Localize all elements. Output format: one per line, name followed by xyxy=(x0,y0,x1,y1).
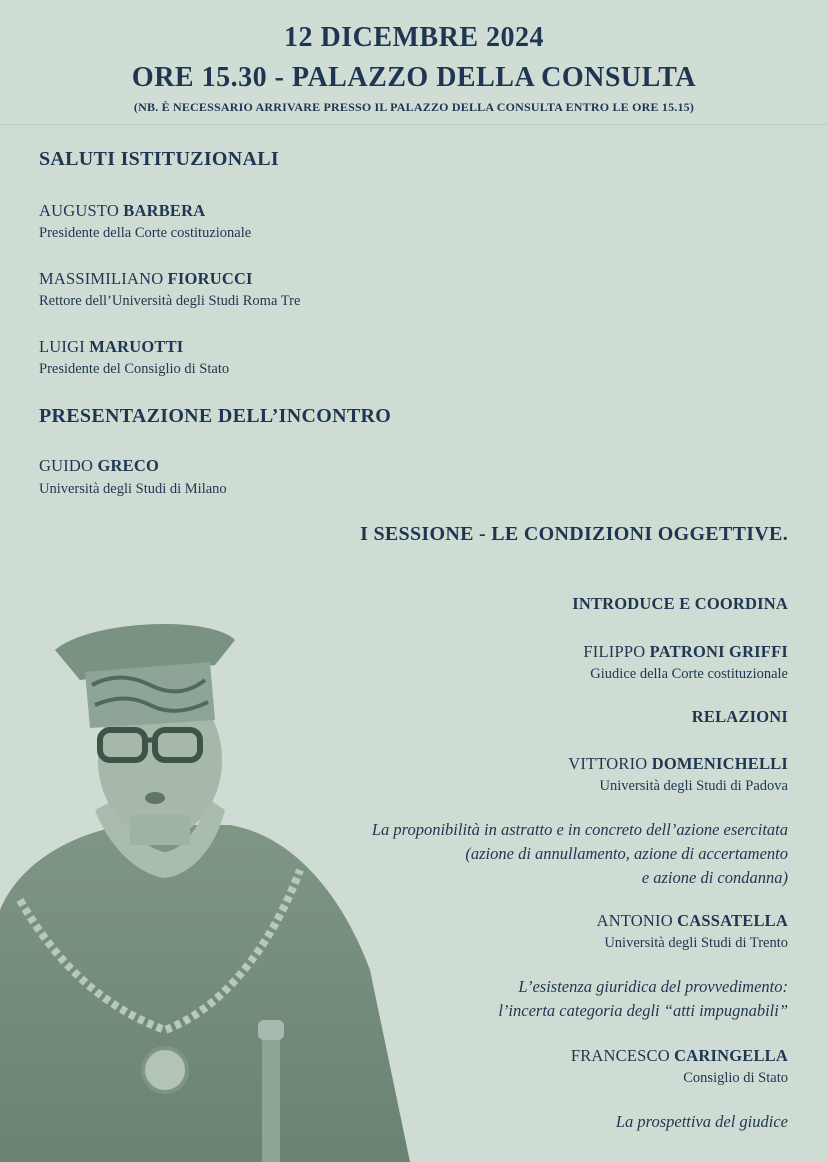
speaker-last-name: MARUOTTI xyxy=(89,337,184,356)
talk-title-line: l’incerta categoria degli “atti impugnabili” xyxy=(498,1001,788,1020)
talk-title-line: La proponibilità in astratto e in concreto dell’azione esercitata xyxy=(371,820,788,839)
speaker-first-name: MASSIMILIANO xyxy=(39,269,164,288)
speaker-last-name: DOMENICHELLI xyxy=(651,754,788,773)
talk-title-line: e azione di condanna) xyxy=(641,868,788,887)
speaker-first-name: VITTORIO xyxy=(568,754,648,773)
introduce-label: INTRODUCE E COORDINA xyxy=(572,594,788,613)
speaker-role: Presidente della Corte costituzionale xyxy=(39,225,252,241)
speaker-last-name: FIORUCCI xyxy=(167,269,253,288)
speaker-first-name: LUIGI xyxy=(39,337,85,356)
speaker-role: Consiglio di Stato xyxy=(683,1070,788,1086)
speaker-first-name: FILIPPO xyxy=(583,642,646,661)
speaker-name xyxy=(597,911,788,931)
speaker-last-name: PATRONI GRIFFI xyxy=(649,642,788,661)
talk-title xyxy=(372,818,788,890)
speaker-role: Università degli Studi di Padova xyxy=(599,778,788,794)
speaker-role: Presidente del Consiglio di Stato xyxy=(39,361,230,377)
speaker-role: Università degli Studi di Trento xyxy=(604,935,788,951)
speaker-name xyxy=(571,1046,788,1066)
talk-title-line: (azione di annullamento, azione di accertamento xyxy=(465,844,788,863)
speaker-name xyxy=(39,337,183,357)
speaker-last-name: BARBERA xyxy=(123,201,206,220)
speaker-name xyxy=(568,754,788,774)
talk-title-line: L’esistenza giuridica del provvedimento: xyxy=(518,977,788,996)
coordinator-name xyxy=(583,642,788,662)
talk-title xyxy=(498,975,788,1023)
talk-title-line: La prospettiva del giudice xyxy=(615,1112,788,1131)
speaker-role: Università degli Studi di Milano xyxy=(39,481,227,497)
arrival-note: (NB. È NECESSARIO ARRIVARE PRESSO IL PALAZZO DELLA CONSULTA ENTRO LE ORE 15.15) xyxy=(133,100,695,114)
event-header xyxy=(0,0,828,125)
section-saluti-title: SALUTI ISTITUZIONALI xyxy=(39,148,279,170)
session-title: I SESSIONE - LE CONDIZIONI OGGETTIVE. xyxy=(360,523,788,545)
section-presentazione-title: PRESENTAZIONE DELL’INCONTRO xyxy=(39,405,392,427)
speaker-first-name: ANTONIO xyxy=(596,911,673,930)
speaker-last-name: GRECO xyxy=(97,456,160,475)
speaker-role: Rettore dell’Università degli Studi Roma Tre xyxy=(39,293,301,309)
event-date: 12 DICEMBRE 2024 xyxy=(283,22,544,53)
speaker-first-name: AUGUSTO xyxy=(39,201,119,220)
speaker-first-name: FRANCESCO xyxy=(570,1046,670,1065)
event-time-place: ORE 15.30 - PALAZZO DELLA CONSULTA xyxy=(131,62,697,93)
speaker-name xyxy=(39,201,205,221)
talk-title xyxy=(616,1110,788,1134)
speaker-name xyxy=(39,456,159,476)
speaker-last-name: CASSATELLA xyxy=(677,911,788,930)
speaker-last-name: CARINGELLA xyxy=(674,1046,788,1065)
speaker-name xyxy=(39,269,253,289)
speaker-first-name: GUIDO xyxy=(39,456,94,475)
speaker-role: Giudice della Corte costituzionale xyxy=(590,666,788,682)
relazioni-label: RELAZIONI xyxy=(691,707,788,726)
